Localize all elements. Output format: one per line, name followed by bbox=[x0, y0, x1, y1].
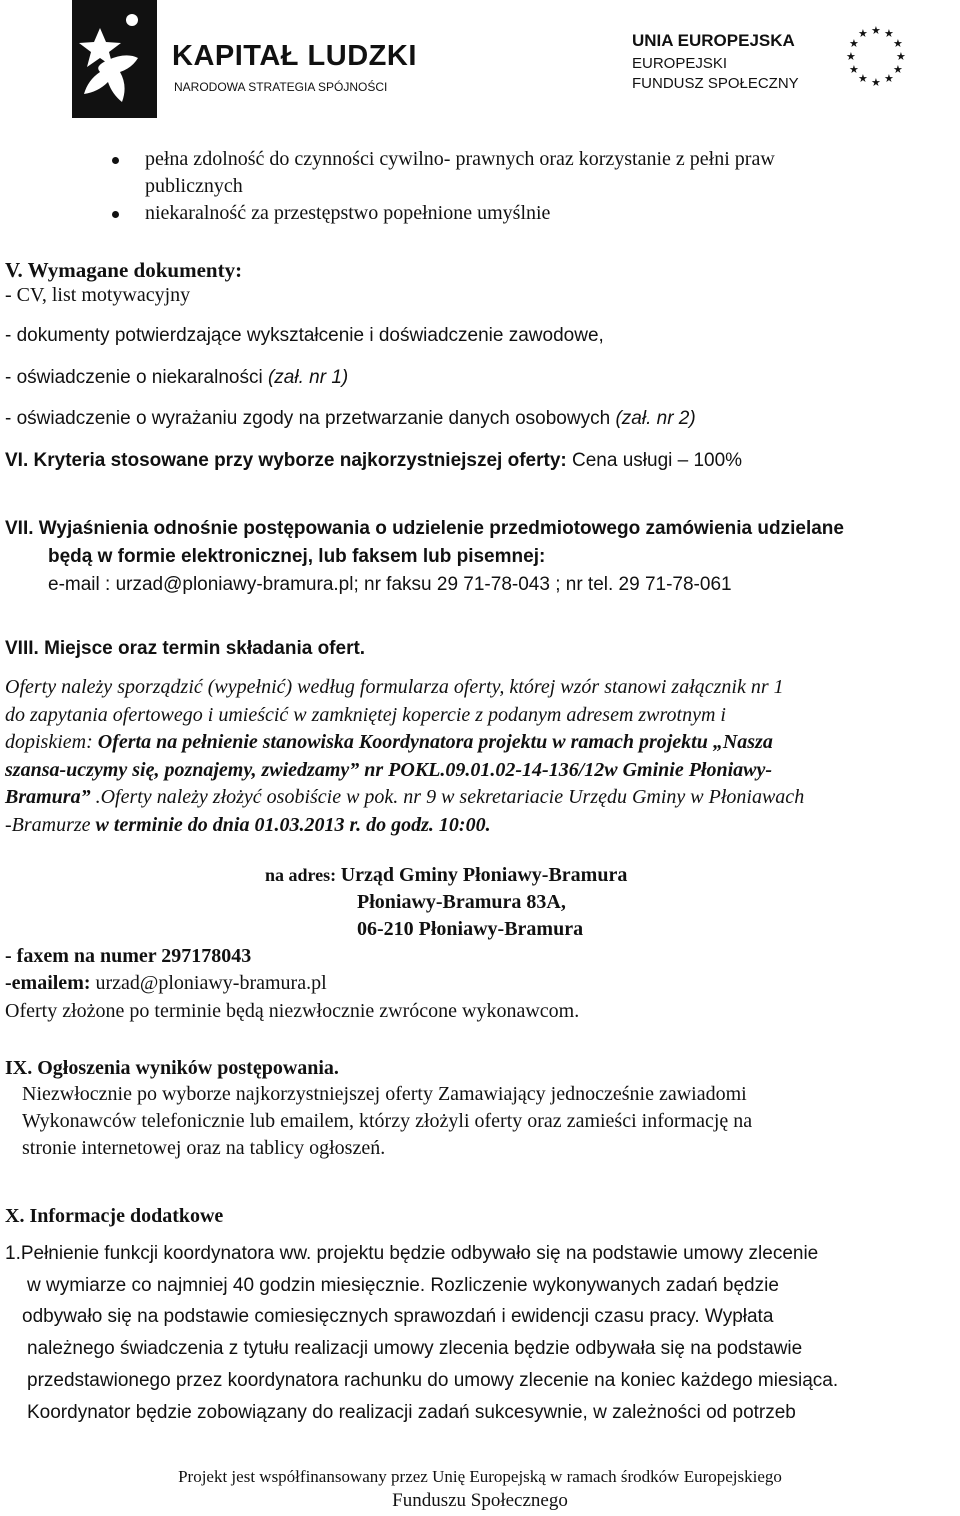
email-value: urzad@ploniawy-bramura.pl bbox=[95, 972, 327, 994]
section-7-heading: VII. Wyjaśnienia odnośnie postępowania o udzielenie przedmiotowego zamówienia udzielane bbox=[5, 518, 844, 539]
bullet-dot bbox=[112, 157, 119, 164]
svg-text:★: ★ bbox=[858, 72, 868, 85]
footer-line2: Funduszu Społecznego bbox=[392, 1490, 568, 1511]
offer-paragraph-line6 bbox=[5, 814, 491, 837]
right-logo-line1: UNIA EUROPEJSKA bbox=[632, 31, 795, 50]
doc-item-data-consent bbox=[5, 408, 696, 430]
offer-delivery-text: .Oferty należy złożyć osobiście w pok. nr 9 w sekretariacie Urzędu Gminy w Płoniawach bbox=[95, 786, 805, 808]
email-label: -emailem: bbox=[5, 972, 96, 994]
doc-item-criminal-record-text: - oświadczenie o niekaralności bbox=[5, 367, 268, 388]
offer-title-end: Bramura” bbox=[5, 786, 96, 808]
section-10-line5: przedstawionego przez koordynatora rachunku do umowy zlecenie na koniec każdego miesiąca. bbox=[27, 1370, 839, 1391]
footer-line1: Projekt jest współfinansowany przez Unię Europejską w ramach środków Europejskiego bbox=[178, 1467, 782, 1486]
offer-location-end: -Bramurze bbox=[5, 814, 96, 836]
section-6-value: Cena usługi – 100% bbox=[566, 450, 743, 471]
doc-item-cv: - CV, list motywacyjny bbox=[5, 284, 191, 306]
left-logo-title: KAPITAŁ LUDZKI bbox=[172, 40, 417, 72]
eu-flag-icon bbox=[840, 25, 910, 95]
svg-text:★: ★ bbox=[849, 63, 859, 76]
late-offers-notice: Oferty złożone po terminie będą niezwłocznie zwrócone wykonawcom. bbox=[5, 1000, 580, 1022]
left-logo-subtitle: NARODOWA STRATEGIA SPÓJNOŚCI bbox=[174, 80, 388, 94]
section-7-heading-cont: będą w formie elektronicznej, lub faksem lub pisemnej: bbox=[48, 546, 546, 567]
offer-title-part1: Oferta na pełnienie stanowiska Koordynatora projektu w ramach projektu „Nasza bbox=[97, 731, 773, 753]
right-logo-line2: EUROPEJSKI bbox=[632, 55, 728, 72]
section-6-line bbox=[5, 450, 742, 472]
attachment-1-note: (zał. nr 1) bbox=[267, 367, 349, 388]
email-line bbox=[5, 972, 327, 995]
section-10-line2: w wymiarze co najmniej 40 godzin miesięcznie. Rozliczenie wykonywanych zadań będzie bbox=[27, 1275, 779, 1296]
svg-text:★: ★ bbox=[849, 37, 859, 50]
offer-paragraph-line5 bbox=[5, 786, 804, 809]
doc-item-education: - dokumenty potwierdzające wykształcenie i doświadczenie zawodowe, bbox=[5, 325, 604, 346]
requirement-bullet-2: niekaralność za przestępstwo popełnione umyślnie bbox=[145, 202, 551, 224]
section-8-heading: VIII. Miejsce oraz termin składania ofert. bbox=[5, 638, 366, 659]
right-logo-line3: FUNDUSZ SPOŁECZNY bbox=[632, 75, 799, 92]
svg-text:★: ★ bbox=[893, 37, 903, 50]
svg-text:★: ★ bbox=[884, 27, 894, 40]
section-6-heading: VI. Kryteria stosowane przy wyborze najkorzystniejszej oferty: bbox=[5, 450, 567, 471]
section-10-heading: X. Informacje dodatkowe bbox=[5, 1205, 224, 1227]
eu-efs-logo bbox=[620, 25, 930, 105]
offer-paragraph-line2: do zapytania ofertowego i umieścić w zamkniętej kopercie z podanym adresem zwrotnym i bbox=[5, 704, 726, 726]
section-7-contact: e-mail : urzad@ploniawy-bramura.pl; nr faksu 29 71-78-043 ; nr tel. 29 71-78-061 bbox=[48, 574, 732, 595]
offer-paragraph-line1: Oferty należy sporządzić (wypełnić) według formularza oferty, której wzór stanowi załącznik nr 1 bbox=[5, 676, 784, 698]
section-10-line4: należnego świadczenia z tytułu realizacji umowy zlecenia będzie odbywała się na podstawie bbox=[27, 1338, 803, 1359]
address-office: Urząd Gminy Płoniawy-Bramura bbox=[340, 864, 628, 886]
svg-text:★: ★ bbox=[858, 27, 868, 40]
section-9-line2: Wykonawców telefonicznie lub emailem, którzy złożyli oferty oraz zamieści informację na bbox=[22, 1110, 753, 1132]
kapital-ludzki-logo bbox=[40, 0, 417, 118]
doc-item-data-consent-text: - oświadczenie o wyrażaniu zgody na przetwarzanie danych osobowych bbox=[5, 408, 616, 429]
offer-paragraph-prefix: dopiskiem: bbox=[5, 731, 98, 753]
section-9-line1: Niezwłocznie po wyborze najkorzystniejszej oferty Zamawiający jednocześnie zawiadomi bbox=[22, 1083, 747, 1105]
svg-text:★: ★ bbox=[846, 50, 856, 63]
attachment-2-note: (zał. nr 2) bbox=[615, 408, 696, 429]
requirement-bullet-1: pełna zdolność do czynności cywilno- prawnych oraz korzystanie z pełni praw bbox=[145, 148, 775, 170]
address-line3: 06-210 Płoniawy-Bramura bbox=[357, 918, 584, 940]
svg-text:★: ★ bbox=[896, 50, 906, 63]
fax-line: - faxem na numer 297178043 bbox=[5, 945, 252, 967]
offer-paragraph-line4: szansa-uczymy się, poznajemy, zwiedzamy” nr POKL.09.01.02-14-136/12w Gminie Płoniawy- bbox=[5, 759, 773, 781]
requirement-bullet-1-cont: publicznych bbox=[145, 175, 243, 197]
section-10-line6: Koordynator będzie zobowiązany do realizacji zadań sukcesywnie, w zależności od potrzeb bbox=[27, 1402, 796, 1423]
svg-text:★: ★ bbox=[871, 25, 881, 37]
address-label: na adres: bbox=[265, 865, 341, 885]
svg-text:★: ★ bbox=[884, 72, 894, 85]
section-9-heading: IX. Ogłoszenia wyników postępowania. bbox=[5, 1057, 339, 1079]
section-10-line1: 1.Pełnienie funkcji koordynatora ww. projektu będzie odbywało się na podstawie umowy zlecenie bbox=[5, 1243, 819, 1264]
bullet-dot bbox=[112, 211, 119, 218]
svg-text:★: ★ bbox=[871, 76, 881, 89]
svg-text:★: ★ bbox=[893, 63, 903, 76]
doc-item-criminal-record bbox=[5, 367, 348, 389]
offer-deadline: w terminie do dnia 01.03.2013 r. do godz. 10:00. bbox=[95, 814, 491, 836]
section-10-line3: odbywało się na podstawie comiesięcznych sprawozdań i ewidencji czasu pracy. Wypłata bbox=[22, 1306, 774, 1327]
section-5-heading: V. Wymagane dokumenty: bbox=[5, 258, 243, 282]
section-9-line3: stronie internetowej oraz na tablicy ogłoszeń. bbox=[22, 1137, 386, 1159]
address-line1 bbox=[265, 864, 627, 887]
address-line2: Płoniawy-Bramura 83A, bbox=[357, 891, 566, 913]
offer-paragraph-line3 bbox=[5, 731, 773, 754]
